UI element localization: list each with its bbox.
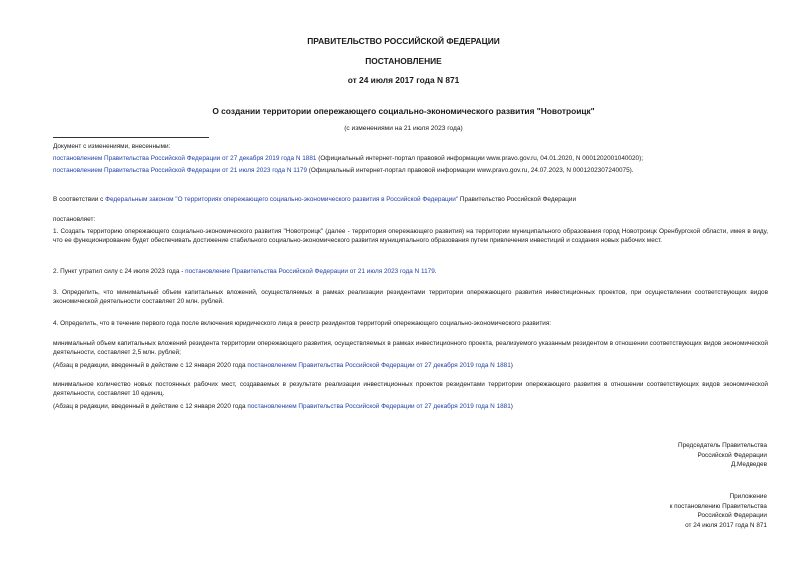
note-end: ): [510, 403, 513, 410]
amendment-link-1881[interactable]: постановлением Правительства Российской Федерации от 27 декабря 2019 года N 1881: [247, 403, 511, 410]
doc-type-heading: ПОСТАНОВЛЕНИЕ: [365, 56, 442, 66]
change-link-1179[interactable]: постановлением Правительства Российской Федерации от 21 июля 2023 года N 1179: [53, 167, 307, 174]
federal-law-link[interactable]: Федеральным законом "О территориях опережающего социально-экономического развития в Российской Федерации": [105, 196, 459, 203]
paragraph-4b-note: [53, 402, 773, 411]
paragraph-2-end: .: [434, 268, 437, 275]
appendix-line: Приложение: [729, 493, 767, 500]
appendix-line: к постановлению Правительства: [669, 502, 767, 510]
signature-line: Российской Федерации: [697, 451, 767, 459]
appendix-block: [670, 492, 767, 530]
signature-block: [678, 441, 767, 470]
paragraph-4: 4. Определить, что в течение первого года после включения юридического лица в реестр резидентов территорий опережающего социально-экономического развития:: [53, 320, 552, 327]
paragraph-1: 1. Создать территорию опережающего социально-экономического развития "Новотроицк" (далее - территория опережающего развития) на территории муниципального образования город Новотроицк Оренбургской области, имея в виду, что ее функционирование будет обеспечивать достижение стабильного социально-экономического развития муниципального образования путем привлечения инвестиций и создания новых рабочих мест.: [53, 228, 768, 244]
signature-line: Председатель Правительства: [678, 442, 767, 449]
change-item-rest: (Официальный интернет-портал правовой информации www.pravo.gov.ru, 24.07.2023, N 0001202307240075).: [307, 167, 634, 174]
paragraph-4a-note: [53, 361, 773, 370]
paragraph-4a: минимальный объем капитальных вложений резидента территории опережающего развития, осуществляемых в рамках инвестиционного проекта, реализуемого указанным резидентом в отношении соответствующих видов экономической деятельности, составляет 2,5 млн. рублей;: [53, 340, 768, 356]
note-end: ): [510, 362, 513, 369]
paragraph-3: 3. Определить, что минимальный объем капитальных вложений, осуществляемых в рамках реализации резидентами территории опережающего развития инвестиционных проектов, при осуществлении соответствующих видов экономической деятельности составляет 20 млн. рублей.: [53, 289, 768, 305]
note-start: (Абзац в редакции, введенный в действие с 12 января 2020 года: [53, 403, 248, 410]
preamble-end: Правительство Российской Федерации: [458, 196, 577, 203]
decides-text: постановляет:: [53, 216, 96, 223]
appendix-line: Российской Федерации: [697, 512, 767, 519]
change-link-1881[interactable]: постановлением Правительства Российской Федерации от 27 декабря 2019 года N 1881: [53, 155, 317, 162]
note-start: (Абзац в редакции, введенный в действие с 12 января 2020 года: [53, 362, 248, 369]
change-item: [53, 154, 773, 163]
appendix-line: от 24 июля 2017 года N 871: [685, 521, 767, 529]
document-title: О создании территории опережающего социально-экономического развития "Новотроицк": [212, 106, 595, 116]
change-item: [53, 166, 773, 175]
changes-intro: Документ с изменениями, внесенными:: [53, 143, 171, 150]
government-heading: ПРАВИТЕЛЬСТВО РОССИЙСКОЙ ФЕДЕРАЦИИ: [307, 36, 500, 46]
amendment-link-1881[interactable]: постановлением Правительства Российской Федерации от 27 декабря 2019 года N 1881: [247, 362, 511, 369]
change-item-rest: (Официальный интернет-портал правовой информации www.pravo.gov.ru, 04.01.2020, N 0001202001040020);: [316, 155, 644, 162]
preamble-start: В соответствии с: [53, 196, 106, 203]
date-number-heading: от 24 июля 2017 года N 871: [347, 75, 460, 85]
signature-name: Д.Медведев: [730, 461, 767, 468]
revision-note: (с изменениями на 21 июля 2023 года): [344, 125, 463, 132]
preamble: [53, 195, 773, 204]
separator-line: [53, 137, 209, 138]
paragraph-4b: минимальное количество новых постоянных рабочих мест, создаваемых в результате реализации инвестиционных проектов резидентами территории опережающего развития в отношении соответствующих видов экономической деятельности, составляет 10 единиц.: [53, 381, 768, 397]
paragraph-2: [53, 267, 773, 276]
repeal-link-1179[interactable]: постановление Правительства Российской Федерации от 21 июля 2023 года N 1179: [185, 268, 435, 275]
paragraph-2-start: 2. Пункт утратил силу с 24 июля 2023 года -: [53, 268, 186, 275]
